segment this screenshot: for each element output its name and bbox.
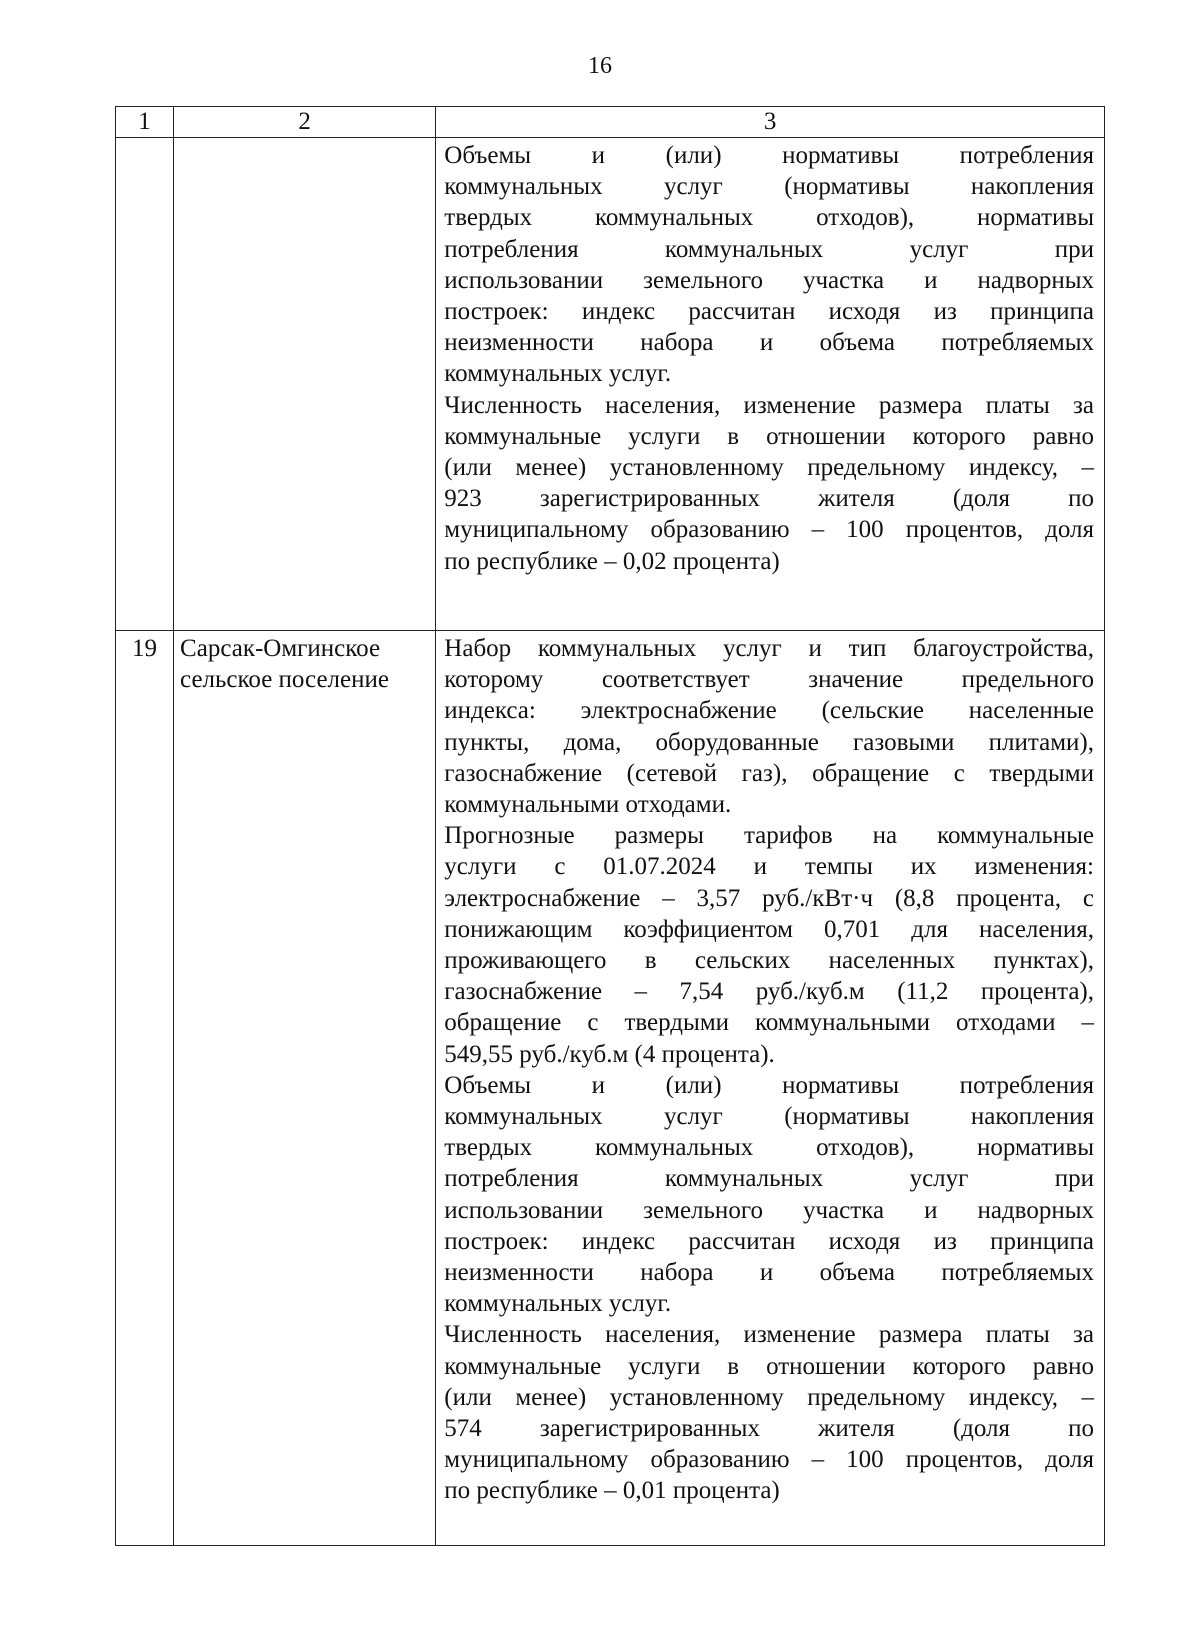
description-cell	[436, 138, 1105, 631]
text-line: Численность населения, изменение размера платы за	[444, 391, 1094, 419]
text-line: потребления коммунальных услуг при	[444, 1165, 1094, 1193]
text-line: Численность населения, изменение размера платы за	[444, 1321, 1094, 1349]
paragraph	[444, 820, 1094, 1070]
table-row-continued	[116, 138, 1105, 631]
table-header-row	[116, 107, 1105, 138]
text-line: Прогнозные размеры тарифов на коммунальные	[444, 822, 1094, 850]
text-line: которому соответствует значение предельного	[444, 666, 1094, 694]
page-number: 16	[588, 53, 612, 79]
text-line: муниципальному образованию – 100 процентов, доля	[444, 516, 1094, 544]
text-line: 549,55 руб./куб.м (4 процента).	[444, 1040, 775, 1068]
text-line: коммунальные услуги в отношении которого равно	[444, 1352, 1094, 1380]
text-line: использовании земельного участка и надворных	[444, 266, 1094, 294]
text-line: Объемы и (или) нормативы потребления	[444, 142, 1094, 169]
paragraph	[444, 1319, 1094, 1506]
text-line: по республике – 0,02 процента)	[444, 547, 780, 575]
header-col-3: 3	[436, 107, 1105, 138]
paragraph	[444, 390, 1094, 577]
text-line: коммунальные услуги в отношении которого равно	[444, 422, 1094, 450]
text-line: понижающим коэффициентом 0,701 для населения,	[444, 915, 1094, 943]
tariff-table	[115, 106, 1105, 1546]
text-line: коммунальных услуг.	[444, 1290, 672, 1318]
text-line: коммунальными отходами.	[444, 791, 732, 819]
text-line: Набор коммунальных услуг и тип благоустройства,	[444, 635, 1094, 662]
text-line: по республике – 0,01 процента)	[444, 1477, 780, 1505]
municipality-name-cell	[174, 631, 436, 1546]
table-row-19	[116, 631, 1105, 1546]
paragraph	[444, 633, 1094, 820]
text-line: неизменности набора и объема потребляемых	[444, 329, 1094, 357]
municipality-name-cell	[174, 138, 436, 631]
text-line: пункты, дома, оборудованные газовыми плитами),	[444, 728, 1094, 756]
text-line: проживающего в сельских населенных пунктах),	[444, 947, 1094, 975]
text-line: обращение с твердыми коммунальными отходами –	[444, 1009, 1094, 1037]
header-col-1: 1	[116, 107, 174, 138]
paragraph	[444, 140, 1094, 390]
description-cell	[436, 631, 1105, 1546]
text-line: муниципальному образованию – 100 процентов, доля	[444, 1446, 1094, 1474]
text-line: потребления коммунальных услуг при	[444, 235, 1094, 263]
text-line: электроснабжение – 3,57 руб./кВт·ч (8,8 процента, с	[444, 884, 1094, 912]
text-line: использовании земельного участка и надворных	[444, 1196, 1094, 1224]
text-line: индекса: электроснабжение (сельские населенные	[444, 697, 1094, 725]
text-line: твердых коммунальных отходов), нормативы	[444, 1134, 1094, 1162]
text-line: твердых коммунальных отходов), нормативы	[444, 204, 1094, 232]
text-line: 923 зарегистрированных жителя (доля по	[444, 485, 1094, 513]
text-line: газоснабжение (сетевой газ), обращение с твердыми	[444, 759, 1094, 787]
text-line: коммунальных услуг.	[444, 360, 672, 388]
text-line: (или менее) установленному предельному индексу, –	[444, 1383, 1094, 1411]
text-line: коммунальных услуг (нормативы накопления	[444, 1103, 1094, 1131]
text-line: Объемы и (или) нормативы потребления	[444, 1071, 1094, 1099]
text-line: услуги с 01.07.2024 и темпы их изменения:	[444, 853, 1094, 881]
paragraph	[444, 1070, 1094, 1320]
text-line: 574 зарегистрированных жителя (доля по	[444, 1415, 1094, 1443]
text-line: построек: индекс рассчитан исходя из принципа	[444, 1227, 1094, 1255]
row-number-cell: 19	[116, 631, 174, 1546]
text-line: неизменности набора и объема потребляемых	[444, 1259, 1094, 1287]
text-line: газоснабжение – 7,54 руб./куб.м (11,2 процента),	[444, 978, 1094, 1006]
municipality-name-line: Сарсак-Омгинское	[180, 635, 381, 662]
row-number-cell	[116, 138, 174, 631]
municipality-name-line: сельское поселение	[180, 666, 389, 694]
text-line: (или менее) установленному предельному индексу, –	[444, 454, 1094, 482]
header-col-2: 2	[174, 107, 436, 138]
text-line: построек: индекс рассчитан исходя из принципа	[444, 298, 1094, 326]
text-line: коммунальных услуг (нормативы накопления	[444, 173, 1094, 201]
